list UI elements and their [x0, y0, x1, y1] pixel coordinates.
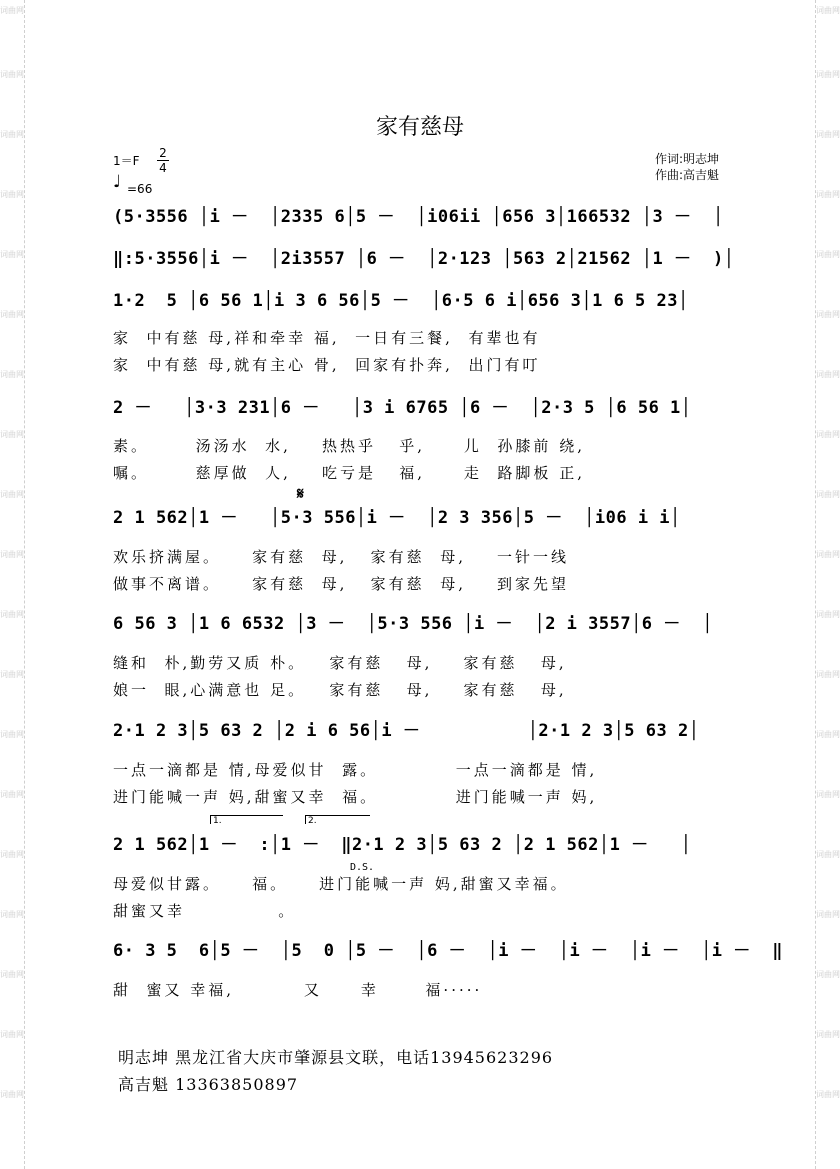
segno-icon: 𝄋 [297, 484, 304, 503]
watermark-text: 词曲网 [0, 610, 24, 619]
watermark-text: 词曲网 [816, 310, 840, 319]
watermark-text: 词曲网 [0, 250, 24, 259]
watermark-text: 词曲网 [0, 850, 24, 859]
quarter-note-icon: ♩ [113, 172, 122, 192]
watermark-text: 词曲网 [0, 730, 24, 739]
lyric-line: 一点一滴都是 情,母爱似甘 露。 一点一滴都是 情, [113, 761, 598, 779]
footer-contact-lyricist: 明志坤 黑龙江省大庆市肇源县文联，电话13945623296 [118, 1048, 554, 1067]
dal-segno-mark: D.S. [350, 862, 375, 873]
watermark-text: 词曲网 [0, 190, 24, 199]
watermark-text: 词曲网 [0, 490, 24, 499]
lyric-line: 母爱似甘露。 福。 进门能喊一声 妈,甜蜜又幸福。 [113, 875, 569, 893]
music-line: (5·3556 │i － │2335 6│5 － │i06ii │656 3│166532 │3 － │ [113, 207, 724, 227]
watermark-text: 词曲网 [0, 70, 24, 79]
lyricist-credit: 作词:明志坤 [655, 152, 720, 166]
lyric-line: 进门能喊一声 妈,甜蜜又幸 福。 进门能喊一声 妈, [113, 788, 598, 806]
lyric-line: 嘱。 慈厚做 人, 吃亏是 福, 走 路脚板 正, [113, 464, 585, 482]
watermark-text: 词曲网 [816, 550, 840, 559]
watermark-text: 词曲网 [0, 790, 24, 799]
watermark-text: 词曲网 [816, 790, 840, 799]
watermark-text: 词曲网 [0, 1030, 24, 1039]
lyric-line: 做事不离谱。 家有慈 母, 家有慈 母, 到家先望 [113, 575, 570, 593]
watermark-text: 词曲网 [0, 550, 24, 559]
watermark-text: 词曲网 [816, 70, 840, 79]
watermark-text: 词曲网 [816, 190, 840, 199]
first-ending-bracket: 1. [210, 815, 283, 824]
music-line: 2 1 562│1 － │5·3 556│i － │2 3 356│5 － │i06 i i│ [113, 508, 681, 528]
key-signature: 1＝F [113, 154, 140, 168]
lyric-line: 家 中有慈 母,就有主心 骨, 回家有扑奔, 出门有叮 [113, 356, 541, 374]
lyric-line: 甜 蜜又 幸福, 又 幸 福····· [113, 981, 483, 999]
time-signature-bottom: 4 [159, 161, 167, 175]
lyric-line: 素。 汤汤水 水, 热热乎 乎, 儿 孙膝前 绕, [113, 437, 585, 455]
music-line: 6 56 3 │1 6 6532 │3 － │5·3 556 │i － │2 i 3557│6 － │ [113, 614, 713, 634]
music-line: 2 1 562│1 － :│1 － ‖2·1 2 3│5 63 2 │2 1 562│1 － │ [113, 835, 692, 855]
watermark-text: 词曲网 [816, 250, 840, 259]
watermark-text: 词曲网 [816, 670, 840, 679]
watermark-text: 词曲网 [816, 910, 840, 919]
song-title: 家有慈母 [375, 115, 464, 140]
footer-contact-composer: 高吉魁 13363850897 [118, 1075, 299, 1094]
music-line: ‖:5·3556│i － │2i3557 │6 － │2·123 │563 2│21562 │1 － )│ [113, 249, 735, 269]
watermark-text: 词曲网 [0, 130, 24, 139]
watermark-text: 词曲网 [816, 430, 840, 439]
time-signature [157, 146, 169, 175]
watermark-text: 词曲网 [0, 6, 24, 15]
watermark-text: 词曲网 [816, 6, 840, 15]
watermark-text: 词曲网 [816, 730, 840, 739]
lyric-line: 缝和 朴,勤劳又质 朴。 家有慈 母, 家有慈 母, [113, 654, 567, 672]
watermark-text: 词曲网 [0, 970, 24, 979]
lyric-line: 甜蜜又幸 。 [113, 902, 297, 920]
music-line: 2 － │3·3 231│6 － │3 i 6765 │6 － │2·3 5 │6 56 1│ [113, 398, 692, 418]
watermark-text: 词曲网 [816, 1030, 840, 1039]
watermark-text: 词曲网 [816, 490, 840, 499]
watermark-text: 词曲网 [0, 370, 24, 379]
lyric-line: 娘一 眼,心满意也 足。 家有慈 母, 家有慈 母, [113, 681, 567, 699]
watermark-text: 词曲网 [816, 1090, 840, 1099]
watermark-text: 词曲网 [0, 910, 24, 919]
lyric-line: 家 中有慈 母,祥和牵幸 福, 一日有三餐, 有辈也有 [113, 329, 541, 347]
watermark-text: 词曲网 [816, 610, 840, 619]
music-line: 2·1 2 3│5 63 2 │2 i 6 56│i － │2·1 2 3│5 63 2│ [113, 721, 700, 741]
watermark-text: 词曲网 [0, 1090, 24, 1099]
composer-credit: 作曲:高吉魁 [655, 168, 720, 182]
watermark-text: 词曲网 [0, 670, 24, 679]
watermark-text: 词曲网 [816, 850, 840, 859]
watermark-text: 词曲网 [816, 370, 840, 379]
lyric-line: 欢乐挤满屋。 家有慈 母, 家有慈 母, 一针一线 [113, 548, 570, 566]
music-line: 6· 3 5 6│5 － │5 0 │5 － │6 － │i － │i － │i － │i － ‖ [113, 941, 783, 961]
tempo-marking: =66 [127, 182, 153, 196]
watermark-text: 词曲网 [0, 310, 24, 319]
time-signature-top: 2 [157, 146, 169, 161]
watermark-text: 词曲网 [0, 430, 24, 439]
watermark-text: 词曲网 [816, 130, 840, 139]
music-line: 1·2 5 │6 56 1│i 3 6 56│5 － │6·5 6 i│656 3│1 6 5 23│ [113, 291, 689, 311]
watermark-text: 词曲网 [816, 970, 840, 979]
second-ending-bracket: 2. [305, 815, 370, 824]
